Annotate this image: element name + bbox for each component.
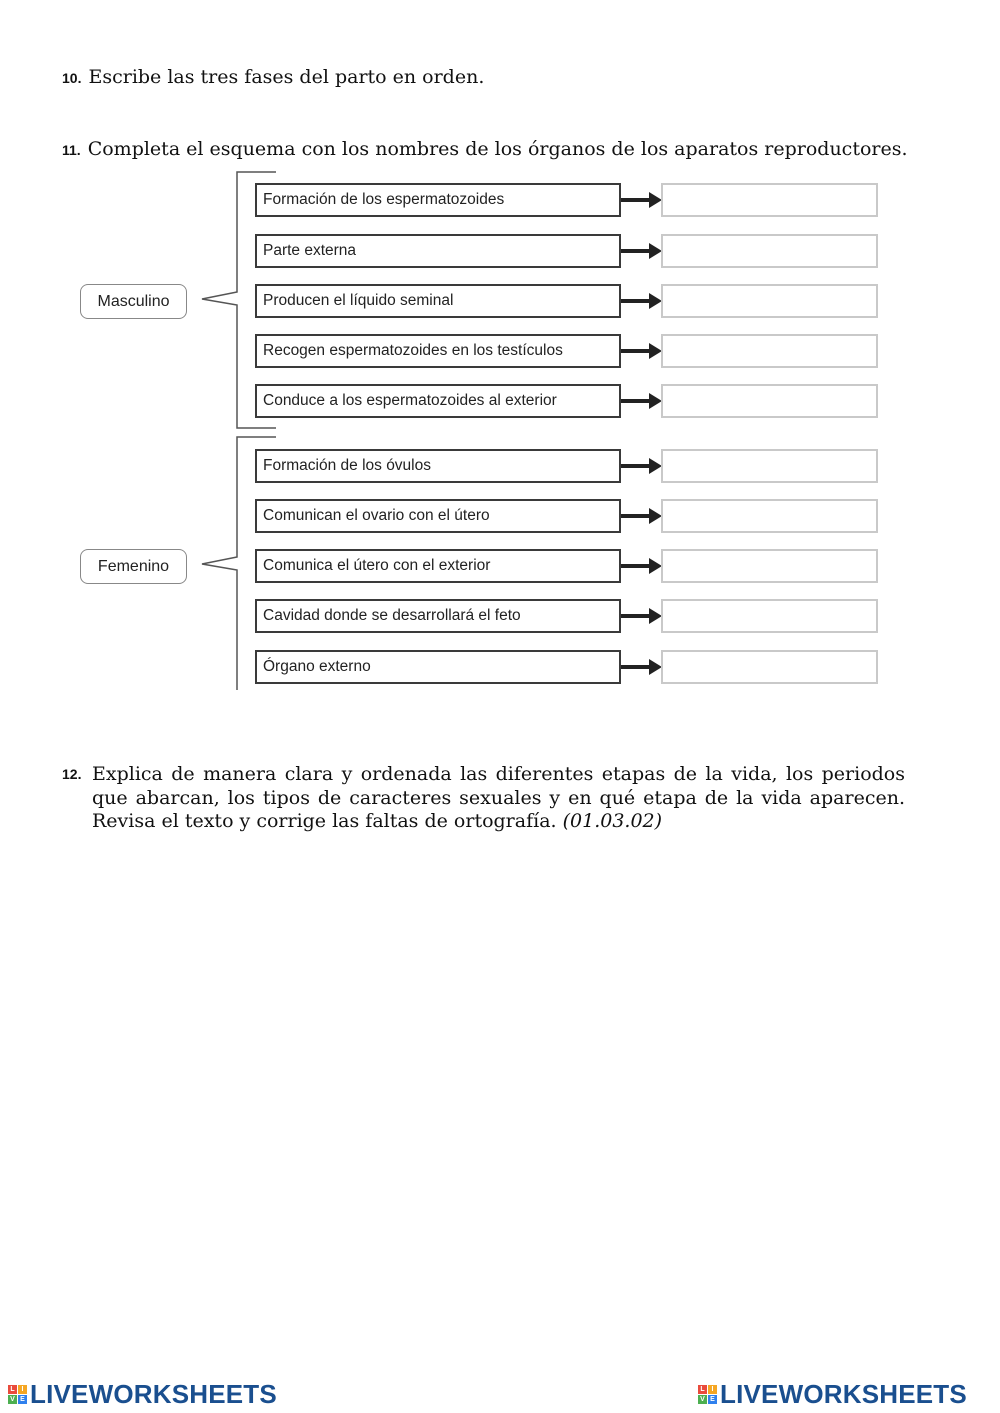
arrow-right-icon [621, 341, 663, 361]
answer-box-masculino-4[interactable] [661, 334, 878, 368]
answer-box-masculino-1[interactable] [661, 183, 878, 217]
answer-box-masculino-2[interactable] [661, 234, 878, 268]
question-10 [62, 65, 484, 90]
masculino-item-3: Producen el líquido seminal [255, 284, 621, 318]
footer-logo-right [698, 1379, 967, 1409]
arrow-right-icon [621, 291, 663, 311]
answer-box-femenino-4[interactable] [661, 599, 878, 633]
logo-block: I [708, 1385, 717, 1394]
question-11 [62, 137, 908, 162]
femenino-item-2: Comunican el ovario con el útero [255, 499, 621, 533]
arrow-right-icon [621, 556, 663, 576]
category-femenino: Femenino [80, 549, 187, 584]
brand-name: LIVEWORKSHEETS [30, 1378, 277, 1409]
brand-name: LIVEWORKSHEETS [720, 1378, 967, 1409]
question-12 [92, 763, 905, 834]
question-text: Completa el esquema con los nombres de los órganos de los aparatos reproductores. [87, 138, 908, 160]
answer-box-femenino-2[interactable] [661, 499, 878, 533]
arrow-right-icon [621, 456, 663, 476]
arrow-right-icon [621, 241, 663, 261]
question-text: Explica de manera clara y ordenada las diferentes etapas de la vida, los periodos que abarcan, los tipos de caracteres sexuales y en qué etapa de la vida aparecen. Revisa el texto y corrige las faltas de ortografía. [92, 763, 905, 832]
answer-box-masculino-5[interactable] [661, 384, 878, 418]
logo-block: V [8, 1395, 17, 1404]
arrow-right-icon [621, 391, 663, 411]
masculino-item-4: Recogen espermatozoides en los testículos [255, 334, 621, 368]
liveworksheets-logo-icon [698, 1385, 717, 1404]
masculino-item-5: Conduce a los espermatozoides al exterior [255, 384, 621, 418]
logo-block: E [18, 1395, 27, 1404]
answer-box-femenino-5[interactable] [661, 650, 878, 684]
masculino-item-2: Parte externa [255, 234, 621, 268]
femenino-item-1: Formación de los óvulos [255, 449, 621, 483]
femenino-item-3: Comunica el útero con el exterior [255, 549, 621, 583]
femenino-item-5: Órgano externo [255, 650, 621, 684]
footer-logo-left [8, 1379, 277, 1409]
logo-block: E [708, 1395, 717, 1404]
logo-block: V [698, 1395, 707, 1404]
category-masculino: Masculino [80, 284, 187, 319]
logo-block: I [18, 1385, 27, 1394]
liveworksheets-logo-icon [8, 1385, 27, 1404]
arrow-right-icon [621, 190, 663, 210]
arrow-right-icon [621, 606, 663, 626]
femenino-item-4: Cavidad donde se desarrollará el feto [255, 599, 621, 633]
arrow-right-icon [621, 506, 663, 526]
logo-block: L [8, 1385, 17, 1394]
answer-box-femenino-1[interactable] [661, 449, 878, 483]
question-text: Escribe las tres fases del parto en orden. [88, 66, 485, 88]
logo-block: L [698, 1385, 707, 1394]
question-code: (01.03.02) [562, 810, 663, 832]
masculino-item-1: Formación de los espermatozoides [255, 183, 621, 217]
question-number: 10. [62, 70, 82, 86]
question-number: 11. [62, 142, 81, 158]
question-number: 12. [62, 766, 82, 782]
arrow-right-icon [621, 657, 663, 677]
answer-box-masculino-3[interactable] [661, 284, 878, 318]
answer-box-femenino-3[interactable] [661, 549, 878, 583]
